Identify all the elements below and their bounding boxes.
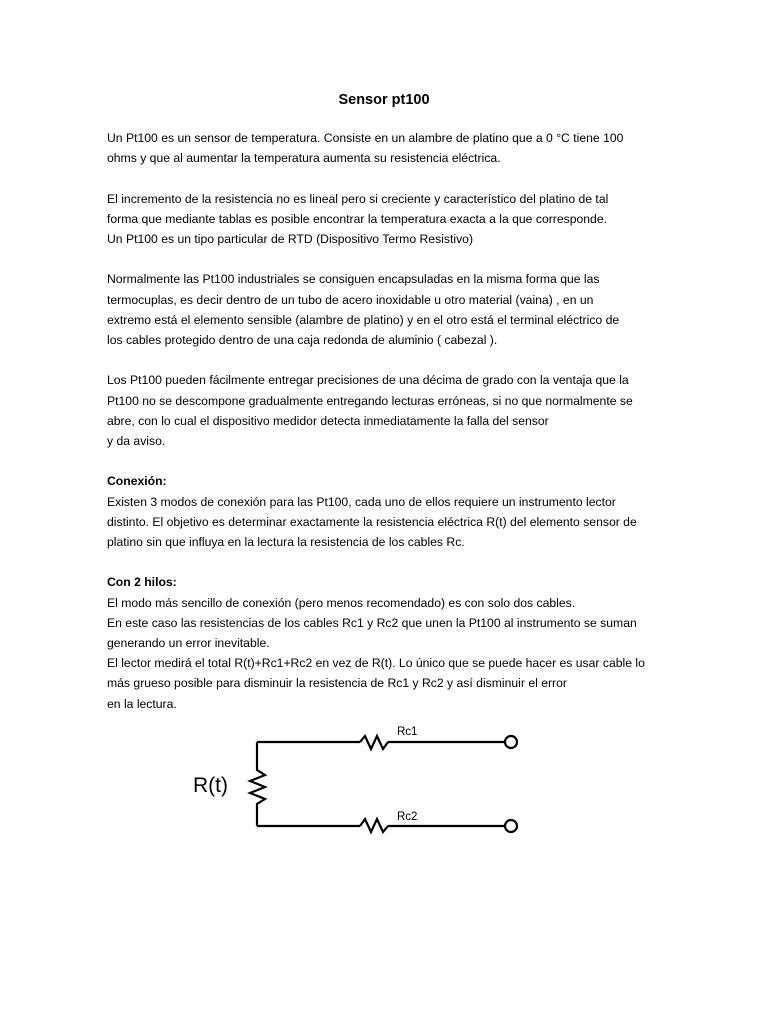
bottom-terminal bbox=[505, 820, 517, 832]
text-line: y da aviso. bbox=[107, 434, 166, 448]
section-heading: Con 2 hilos: bbox=[107, 575, 177, 590]
text-line: El lector medirá el total R(t)+Rc1+Rc2 en vez de R(t). Lo único que se puede hacer es usar cable lo bbox=[107, 656, 645, 671]
text-line: El incremento de la resistencia no es lineal pero si creciente y característico del platino de tal bbox=[107, 191, 609, 206]
text-line: Existen 3 modos de conexión para las Pt100, cada uno de ellos requiere un instrumento lector bbox=[107, 494, 616, 509]
text-line: En este caso las resistencias de los cables Rc1 y Rc2 que unen la Pt100 al instrumento se suman bbox=[107, 615, 637, 630]
rc1-label: Rc1 bbox=[397, 726, 418, 738]
paragraph bbox=[107, 471, 667, 552]
text-line: extremo está el elemento sensible (alambre de platino) y en el otro está el terminal eléctrico de bbox=[107, 312, 620, 327]
text-line: El modo más sencillo de conexión (pero menos recomendado) es con solo dos cables. bbox=[107, 595, 576, 610]
rc2-label: Rc2 bbox=[397, 811, 418, 823]
paragraph bbox=[107, 269, 667, 350]
rc2-resistor-symbol bbox=[360, 819, 388, 832]
two-wire-circuit-diagram bbox=[185, 718, 535, 848]
document-title: Sensor pt100 bbox=[338, 92, 430, 108]
text-line: abre, con lo cual el dispositivo medidor detecta inmediatamente la falla del sensor bbox=[107, 413, 549, 428]
rt-resistor-symbol bbox=[250, 742, 265, 826]
paragraph bbox=[107, 370, 667, 451]
text-line: distinto. El objetivo es determinar exactamente la resistencia eléctrica R(t) del elemento sensor de bbox=[107, 514, 637, 529]
text-line: Los Pt100 pueden fácilmente entregar precisiones de una décima de grado con la ventaja que la bbox=[107, 373, 629, 388]
text-line: en la lectura. bbox=[107, 696, 177, 711]
rc1-resistor-symbol bbox=[360, 736, 388, 749]
text-line: los cables protegido dentro de una caja redonda de aluminio ( cabezal ). bbox=[107, 333, 498, 347]
text-line: termocuplas, es decir dentro de un tubo de acero inoxidable u otro material (vaina) , en un bbox=[107, 292, 594, 307]
text-line: forma que mediante tablas es posible encontrar la temperatura exacta a la que corresponde. bbox=[107, 211, 607, 226]
text-line: generando un error inevitable. bbox=[107, 636, 270, 650]
document-body bbox=[107, 128, 667, 734]
paragraph bbox=[107, 128, 667, 168]
text-line: Normalmente las Pt100 industriales se consiguen encapsuladas en la misma forma que las bbox=[107, 272, 600, 287]
text-line: más grueso posible para disminuir la resistencia de Rc1 y Rc2 y así disminuir el error bbox=[107, 676, 567, 691]
top-terminal bbox=[505, 736, 517, 748]
paragraph bbox=[107, 189, 667, 250]
text-line: Un Pt100 es un sensor de temperatura. Consiste en un alambre de platino que a 0 °C tiene 100 bbox=[107, 131, 624, 145]
text-line: Un Pt100 es un tipo particular de RTD (Dispositivo Termo Resistivo) bbox=[107, 232, 473, 246]
paragraph bbox=[107, 572, 667, 713]
text-line: ohms y que al aumentar la temperatura aumenta su resistencia eléctrica. bbox=[107, 151, 501, 166]
rt-label: R(t) bbox=[193, 774, 228, 797]
text-line: Pt100 no se descompone gradualmente entregando lecturas erróneas, si no que normalmente se bbox=[107, 393, 633, 408]
section-heading: Conexión: bbox=[107, 474, 167, 489]
text-line: platino sin que influya en la lectura la resistencia de los cables Rc. bbox=[107, 535, 465, 549]
